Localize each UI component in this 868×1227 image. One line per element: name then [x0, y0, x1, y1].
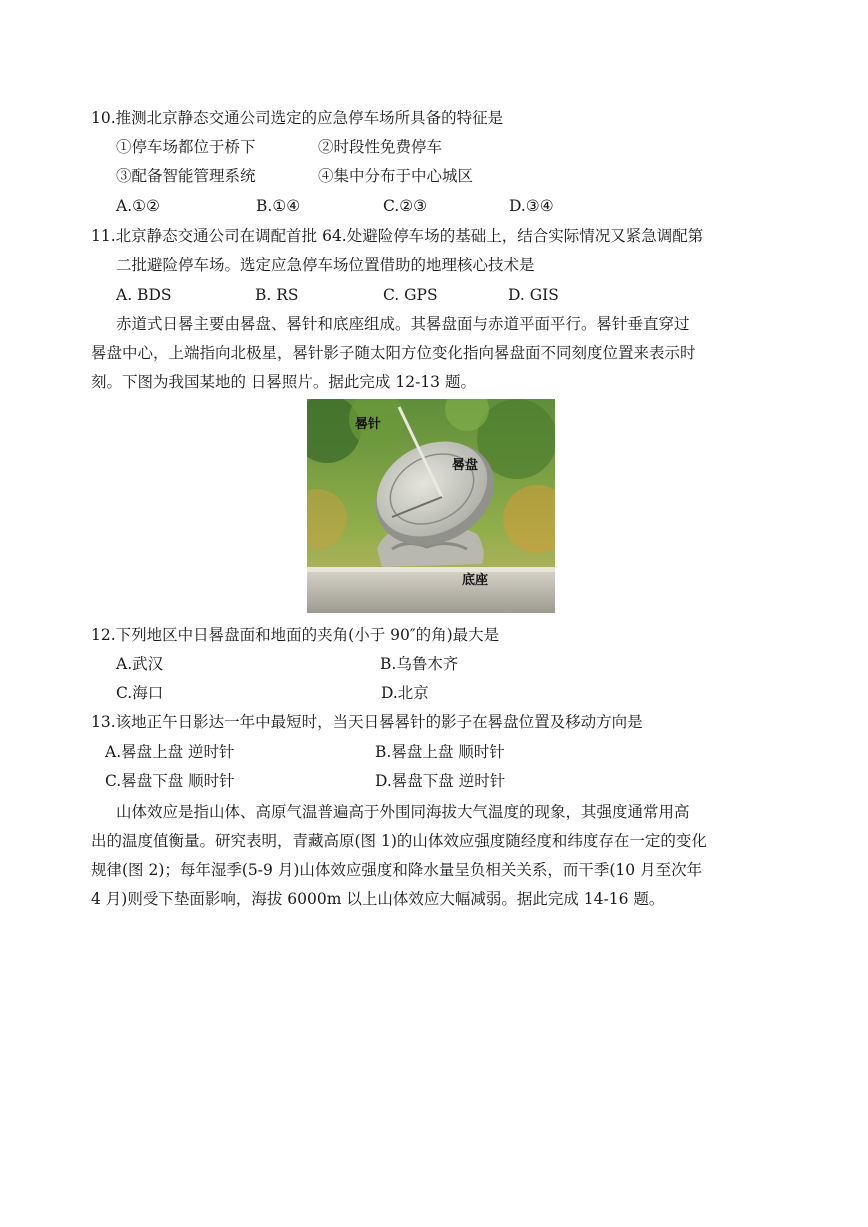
passage2-line3: 规律(图 2)；每年湿季(5-9 月)山体效应强度和降水量呈负相关关系，而干季(10 月至次年 — [91, 861, 703, 879]
q13-option-c: C.晷盘下盘 顺时针 — [105, 772, 235, 790]
q11-option-b: B. RS — [255, 286, 299, 304]
passage1-line3: 刻。下图为我国某地的 日晷照片。据此完成 12-13 题。 — [91, 373, 476, 391]
q10-item-2: ②时段性免费停车 — [318, 138, 443, 156]
label-needle: 晷针 — [355, 417, 382, 432]
passage2-line4: 4 月)则受下垫面影响，海拔 6000m 以上山体效应大幅减弱。据此完成 14-16 题。 — [91, 890, 665, 908]
q13-stem: 13.该地正午日影达一年中最短时，当天日晷晷针的影子在晷盘位置及移动方向是 — [91, 713, 643, 731]
q13-option-d: D.晷盘下盘 逆时针 — [375, 772, 506, 790]
q10-stem: 10.推测北京静态交通公司选定的应急停车场所具备的特征是 — [91, 109, 504, 127]
q10-option-d: D.③④ — [509, 197, 554, 215]
label-base: 底座 — [462, 573, 489, 588]
q12-stem: 12.下列地区中日晷盘面和地面的夹角(小于 90″的角)最大是 — [91, 626, 500, 644]
q13-option-a: A.晷盘上盘 逆时针 — [105, 743, 235, 761]
q12-option-d: D.北京 — [381, 684, 429, 702]
q10-item-4: ④集中分布于中心城区 — [318, 167, 474, 185]
sundial-illustration — [307, 399, 555, 613]
passage2-line1: 山体效应是指山体、高原气温普遍高于外围同海拔大气温度的现象，其强度通常用高 — [116, 803, 690, 821]
passage1-line2: 晷盘中心，上端指向北极星，晷针影子随太阳方位变化指向晷盘面不同刻度位置来表示时 — [91, 344, 696, 362]
passage2-line2: 出的温度值衡量。研究表明，青藏高原(图 1)的山体效应强度随经度和纬度存在一定的变化 — [91, 832, 707, 850]
q10-item-1: ①停车场都位于桥下 — [116, 138, 256, 156]
passage1-line1: 赤道式日晷主要由晷盘、晷针和底座组成。其晷盘面与赤道平面平行。晷针垂直穿过 — [116, 315, 690, 333]
q11-option-a: A. BDS — [116, 286, 172, 304]
label-dial: 晷盘 — [452, 458, 479, 473]
q12-option-b: B.乌鲁木齐 — [380, 655, 459, 673]
q10-item-3: ③配备智能管理系统 — [116, 167, 256, 185]
q11-stem-line1: 11.北京静态交通公司在调配首批 64.处避险停车场的基础上，结合实际情况又紧急调配第 — [91, 227, 704, 245]
q11-option-c: C. GPS — [383, 286, 438, 304]
q10-option-c: C.②③ — [383, 197, 428, 215]
q12-option-c: C.海口 — [116, 684, 164, 702]
q11-stem-line2: 二批避险停车场。选定应急停车场位置借助的地理核心技术是 — [116, 256, 535, 274]
q12-option-a: A.武汉 — [116, 655, 164, 673]
q10-option-a: A.①② — [116, 197, 160, 215]
q11-option-d: D. GIS — [508, 286, 559, 304]
q13-option-b: B.晷盘上盘 顺时针 — [375, 743, 505, 761]
sundial-photo — [307, 399, 555, 613]
q10-option-b: B.①④ — [256, 197, 301, 215]
